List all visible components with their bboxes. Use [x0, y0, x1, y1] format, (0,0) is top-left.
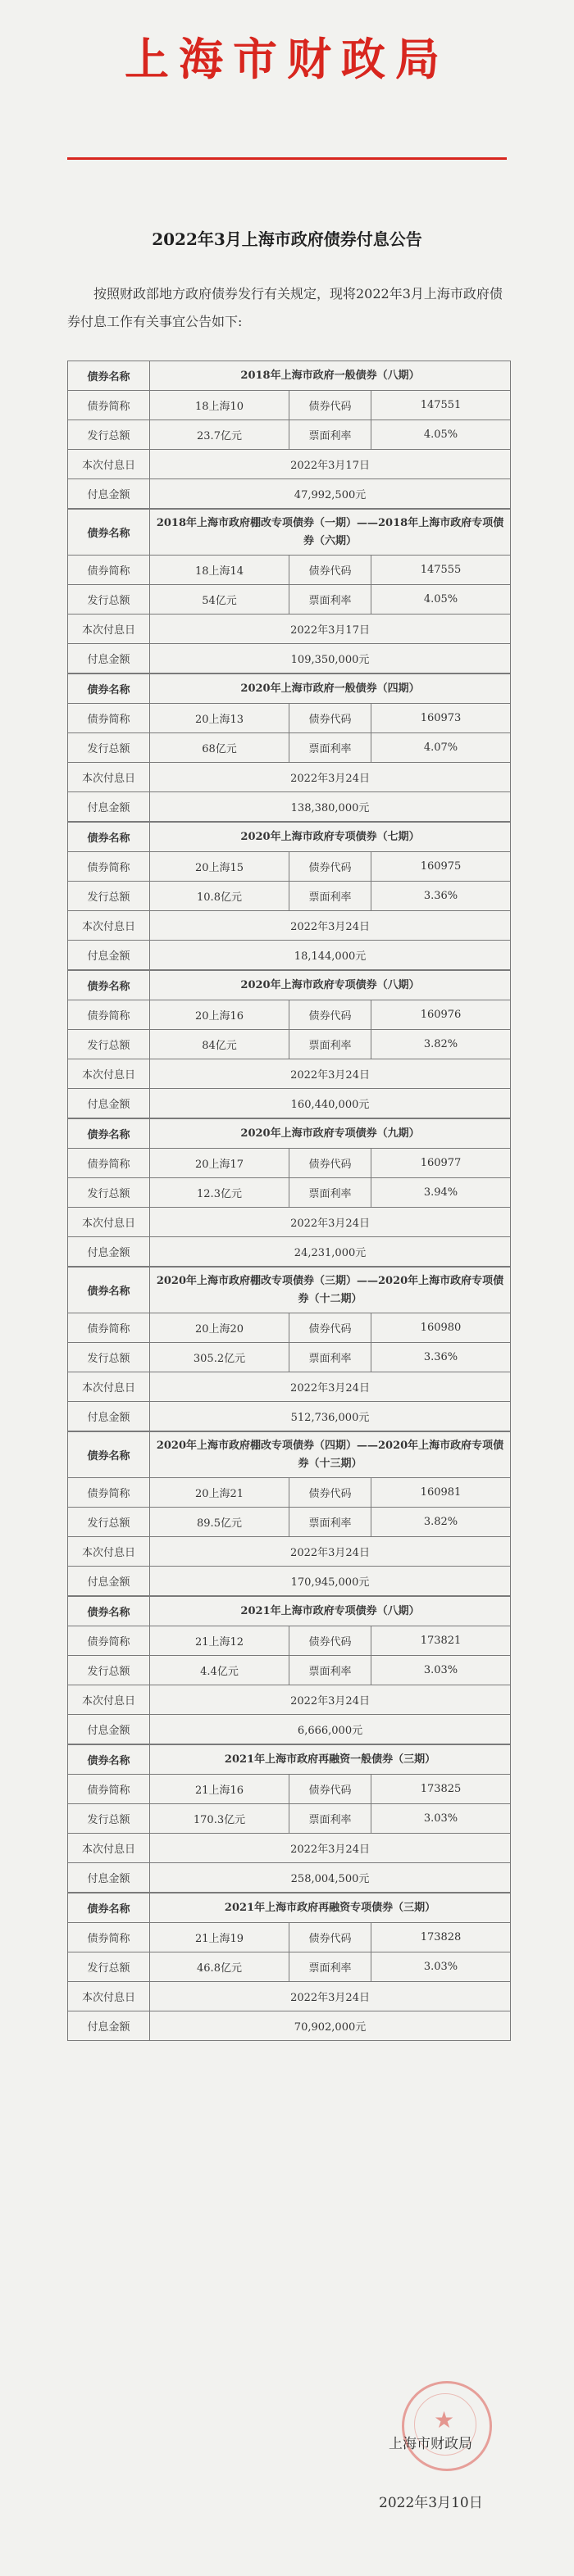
coupon-label: 票面利率: [289, 585, 371, 615]
pay-amount-label: 付息金额: [68, 1863, 150, 1893]
table-row: [68, 1923, 511, 1952]
table-row: [68, 1478, 511, 1508]
star-icon: ★: [434, 2406, 455, 2433]
table-row: [68, 733, 511, 763]
table-row: [68, 1089, 511, 1118]
issue-amount-label: 发行总额: [68, 1030, 150, 1059]
issue-amount-value: 46.8亿元: [150, 1952, 289, 1982]
table-row: [68, 1149, 511, 1178]
bond-name-label: 债券名称: [68, 1119, 150, 1149]
issue-amount-value: 305.2亿元: [150, 1343, 289, 1372]
short-name-value: 20上海21: [150, 1478, 289, 1508]
table-row: [68, 911, 511, 941]
pay-date-label: 本次付息日: [68, 1059, 150, 1089]
pay-date-label: 本次付息日: [68, 1685, 150, 1715]
issuer-signature: 上海市财政局: [389, 2436, 472, 2452]
pay-amount-label: 付息金额: [68, 644, 150, 673]
issue-amount-label: 发行总额: [68, 1508, 150, 1537]
pay-date-value: 2022年3月24日: [150, 1537, 511, 1567]
table-row: [68, 510, 511, 556]
pay-amount-value: 24,231,000元: [150, 1237, 511, 1267]
table-row: [68, 1432, 511, 1478]
table-row: [68, 1893, 511, 1923]
bond-name-label: 债券名称: [68, 823, 150, 852]
pay-date-value: 2022年3月17日: [150, 615, 511, 644]
bond-tables: [67, 361, 510, 2041]
bond-name-value: 2018年上海市政府一般债券（八期）: [150, 361, 511, 391]
table-row: [68, 556, 511, 585]
bond-name-value: 2020年上海市政府棚改专项债券（四期）——2020年上海市政府专项债券（十三期）: [150, 1432, 511, 1478]
issue-amount-label: 发行总额: [68, 1952, 150, 1982]
bond-table: [67, 1267, 511, 1431]
bond-name-value: 2020年上海市政府专项债券（七期）: [150, 823, 511, 852]
issue-amount-value: 84亿元: [150, 1030, 289, 1059]
bond-name-label: 债券名称: [68, 971, 150, 1000]
issue-amount-value: 23.7亿元: [150, 420, 289, 450]
bond-name-value: 2020年上海市政府一般债券（四期）: [150, 674, 511, 704]
code-value: 147551: [371, 391, 511, 420]
pay-date-label: 本次付息日: [68, 615, 150, 644]
bond-name-value: 2020年上海市政府专项债券（九期）: [150, 1119, 511, 1149]
code-value: 160981: [371, 1478, 511, 1508]
coupon-label: 票面利率: [289, 1952, 371, 1982]
code-label: 债券代码: [289, 1149, 371, 1178]
bond-name-value: 2018年上海市政府棚改专项债券（一期）——2018年上海市政府专项债券（六期）: [150, 510, 511, 556]
code-value: 173828: [371, 1923, 511, 1952]
pay-amount-label: 付息金额: [68, 1089, 150, 1118]
pay-date-label: 本次付息日: [68, 1834, 150, 1863]
short-name-value: 20上海20: [150, 1313, 289, 1343]
table-row: [68, 1685, 511, 1715]
issue-amount-value: 170.3亿元: [150, 1804, 289, 1834]
table-row: [68, 1952, 511, 1982]
table-row: [68, 1537, 511, 1567]
issue-amount-label: 发行总额: [68, 1656, 150, 1685]
intro-paragraph: 按照财政部地方政府债券发行有关规定，现将2022年3月上海市政府债券付息工作有关事宜公告如下:: [67, 286, 503, 329]
table-row: [68, 882, 511, 911]
pay-date-label: 本次付息日: [68, 763, 150, 792]
table-row: [68, 1313, 511, 1343]
short-name-label: 债券简称: [68, 1149, 150, 1178]
table-row: [68, 1343, 511, 1372]
table-row: [68, 1372, 511, 1402]
coupon-value: 3.82%: [371, 1508, 511, 1537]
code-label: 债券代码: [289, 1775, 371, 1804]
short-name-label: 债券简称: [68, 1775, 150, 1804]
issue-amount-value: 10.8亿元: [150, 882, 289, 911]
short-name-label: 债券简称: [68, 1000, 150, 1030]
bond-name-label: 债券名称: [68, 1745, 150, 1775]
coupon-label: 票面利率: [289, 1656, 371, 1685]
pay-date-value: 2022年3月24日: [150, 1059, 511, 1089]
table-row: [68, 1000, 511, 1030]
table-row: [68, 1119, 511, 1149]
pay-date-value: 2022年3月24日: [150, 763, 511, 792]
pay-amount-value: 109,350,000元: [150, 644, 511, 673]
issue-amount-value: 68亿元: [150, 733, 289, 763]
code-value: 147555: [371, 556, 511, 585]
bond-name-value: 2021年上海市政府再融资一般债券（三期）: [150, 1745, 511, 1775]
pay-amount-label: 付息金额: [68, 1715, 150, 1744]
table-row: [68, 1030, 511, 1059]
pay-date-value: 2022年3月17日: [150, 450, 511, 479]
short-name-value: 21上海19: [150, 1923, 289, 1952]
code-value: 160976: [371, 1000, 511, 1030]
short-name-label: 债券简称: [68, 852, 150, 882]
code-value: 160975: [371, 852, 511, 882]
table-row: [68, 1656, 511, 1685]
pay-date-label: 本次付息日: [68, 1208, 150, 1237]
sign-date: 2022年3月10日: [379, 2495, 483, 2511]
issue-amount-label: 发行总额: [68, 585, 150, 615]
official-seal: [402, 2381, 492, 2471]
bond-name-label: 债券名称: [68, 1432, 150, 1478]
bond-name-value: 2021年上海市政府专项债券（八期）: [150, 1597, 511, 1626]
code-label: 债券代码: [289, 391, 371, 420]
coupon-label: 票面利率: [289, 882, 371, 911]
table-row: [68, 361, 511, 391]
pay-amount-label: 付息金额: [68, 1402, 150, 1431]
short-name-value: 20上海13: [150, 704, 289, 733]
pay-amount-value: 170,945,000元: [150, 1567, 511, 1596]
table-row: [68, 823, 511, 852]
code-value: 173821: [371, 1626, 511, 1656]
short-name-label: 债券简称: [68, 1313, 150, 1343]
pay-amount-value: 18,144,000元: [150, 941, 511, 970]
short-name-value: 18上海10: [150, 391, 289, 420]
short-name-value: 21上海16: [150, 1775, 289, 1804]
bond-table: [67, 1596, 511, 1744]
coupon-value: 3.03%: [371, 1952, 511, 1982]
bond-table: [67, 970, 511, 1118]
pay-amount-label: 付息金额: [68, 1567, 150, 1596]
issue-amount-value: 54亿元: [150, 585, 289, 615]
short-name-label: 债券简称: [68, 391, 150, 420]
coupon-label: 票面利率: [289, 733, 371, 763]
short-name-value: 20上海17: [150, 1149, 289, 1178]
table-row: [68, 644, 511, 673]
coupon-value: 3.36%: [371, 1343, 511, 1372]
pay-date-label: 本次付息日: [68, 1372, 150, 1402]
pay-date-label: 本次付息日: [68, 1982, 150, 2011]
table-row: [68, 1626, 511, 1656]
pay-amount-value: 512,736,000元: [150, 1402, 511, 1431]
code-label: 债券代码: [289, 1923, 371, 1952]
table-row: [68, 852, 511, 882]
code-label: 债券代码: [289, 1478, 371, 1508]
table-row: [68, 941, 511, 970]
pay-amount-label: 付息金额: [68, 479, 150, 509]
bond-name-label: 债券名称: [68, 1597, 150, 1626]
issue-amount-value: 12.3亿元: [150, 1178, 289, 1208]
table-row: [68, 1715, 511, 1744]
table-row: [68, 1863, 511, 1893]
issue-amount-label: 发行总额: [68, 1178, 150, 1208]
table-row: [68, 585, 511, 615]
code-label: 债券代码: [289, 1000, 371, 1030]
bond-name-label: 债券名称: [68, 1893, 150, 1923]
short-name-label: 债券简称: [68, 556, 150, 585]
pay-amount-value: 138,380,000元: [150, 792, 511, 822]
code-value: 160973: [371, 704, 511, 733]
table-row: [68, 1745, 511, 1775]
short-name-value: 20上海16: [150, 1000, 289, 1030]
pay-amount-value: 47,992,500元: [150, 479, 511, 509]
code-label: 债券代码: [289, 704, 371, 733]
pay-amount-label: 付息金额: [68, 792, 150, 822]
table-row: [68, 1508, 511, 1537]
bond-table: [67, 1431, 511, 1596]
pay-date-value: 2022年3月24日: [150, 1208, 511, 1237]
table-row: [68, 674, 511, 704]
short-name-label: 债券简称: [68, 1478, 150, 1508]
coupon-label: 票面利率: [289, 1508, 371, 1537]
pay-date-value: 2022年3月24日: [150, 1982, 511, 2011]
pay-amount-label: 付息金额: [68, 941, 150, 970]
table-row: [68, 1834, 511, 1863]
table-row: [68, 391, 511, 420]
pay-date-value: 2022年3月24日: [150, 1685, 511, 1715]
table-row: [68, 792, 511, 822]
bond-name-label: 债券名称: [68, 1268, 150, 1313]
coupon-value: 4.05%: [371, 585, 511, 615]
code-value: 173825: [371, 1775, 511, 1804]
bond-table: [67, 509, 511, 673]
coupon-label: 票面利率: [289, 420, 371, 450]
pay-amount-value: 160,440,000元: [150, 1089, 511, 1118]
coupon-value: 4.05%: [371, 420, 511, 450]
short-name-value: 20上海15: [150, 852, 289, 882]
issue-amount-label: 发行总额: [68, 1804, 150, 1834]
coupon-label: 票面利率: [289, 1178, 371, 1208]
code-label: 债券代码: [289, 852, 371, 882]
code-value: 160977: [371, 1149, 511, 1178]
table-row: [68, 2011, 511, 2041]
coupon-value: 3.03%: [371, 1656, 511, 1685]
coupon-value: 3.03%: [371, 1804, 511, 1834]
bond-name-value: 2020年上海市政府棚改专项债券（三期）——2020年上海市政府专项债券（十二期）: [150, 1268, 511, 1313]
code-label: 债券代码: [289, 1626, 371, 1656]
bond-table: [67, 822, 511, 970]
code-value: 160980: [371, 1313, 511, 1343]
bond-table: [67, 1893, 511, 2041]
issue-amount-value: 89.5亿元: [150, 1508, 289, 1537]
short-name-value: 21上海12: [150, 1626, 289, 1656]
bond-name-label: 债券名称: [68, 361, 150, 391]
bond-name-label: 债券名称: [68, 674, 150, 704]
short-name-label: 债券简称: [68, 1923, 150, 1952]
code-label: 债券代码: [289, 556, 371, 585]
table-row: [68, 420, 511, 450]
table-row: [68, 1208, 511, 1237]
table-row: [68, 763, 511, 792]
issue-amount-label: 发行总额: [68, 1343, 150, 1372]
table-row: [68, 1178, 511, 1208]
bond-table: [67, 673, 511, 822]
pay-date-value: 2022年3月24日: [150, 1372, 511, 1402]
red-divider: [67, 157, 507, 160]
pay-date-label: 本次付息日: [68, 450, 150, 479]
coupon-value: 3.82%: [371, 1030, 511, 1059]
table-row: [68, 1804, 511, 1834]
code-label: 债券代码: [289, 1313, 371, 1343]
table-row: [68, 1402, 511, 1431]
pay-amount-label: 付息金额: [68, 2011, 150, 2041]
table-row: [68, 1268, 511, 1313]
short-name-label: 债券简称: [68, 1626, 150, 1656]
table-row: [68, 450, 511, 479]
pay-date-value: 2022年3月24日: [150, 911, 511, 941]
bond-table: [67, 361, 511, 509]
table-row: [68, 1237, 511, 1267]
table-row: [68, 971, 511, 1000]
pay-amount-value: 70,902,000元: [150, 2011, 511, 2041]
bond-table: [67, 1744, 511, 1893]
pay-amount-value: 6,666,000元: [150, 1715, 511, 1744]
table-row: [68, 1567, 511, 1596]
issue-amount-label: 发行总额: [68, 420, 150, 450]
issue-amount-label: 发行总额: [68, 733, 150, 763]
coupon-value: 3.94%: [371, 1178, 511, 1208]
coupon-value: 3.36%: [371, 882, 511, 911]
page-title: 2022年3月上海市政府债券付息公告: [152, 229, 422, 249]
pay-date-label: 本次付息日: [68, 911, 150, 941]
bond-name-value: 2021年上海市政府再融资专项债券（三期）: [150, 1893, 511, 1923]
issue-amount-value: 4.4亿元: [150, 1656, 289, 1685]
bond-table: [67, 1118, 511, 1267]
masthead: 上海市财政局: [125, 33, 449, 85]
coupon-value: 4.07%: [371, 733, 511, 763]
table-row: [68, 1982, 511, 2011]
table-row: [68, 479, 511, 509]
bond-name-value: 2020年上海市政府专项债券（八期）: [150, 971, 511, 1000]
table-row: [68, 1775, 511, 1804]
table-row: [68, 615, 511, 644]
pay-amount-value: 258,004,500元: [150, 1863, 511, 1893]
issue-amount-label: 发行总额: [68, 882, 150, 911]
pay-date-value: 2022年3月24日: [150, 1834, 511, 1863]
pay-amount-label: 付息金额: [68, 1237, 150, 1267]
table-row: [68, 1059, 511, 1089]
pay-date-label: 本次付息日: [68, 1537, 150, 1567]
coupon-label: 票面利率: [289, 1030, 371, 1059]
coupon-label: 票面利率: [289, 1343, 371, 1372]
short-name-label: 债券简称: [68, 704, 150, 733]
coupon-label: 票面利率: [289, 1804, 371, 1834]
table-row: [68, 704, 511, 733]
table-row: [68, 1597, 511, 1626]
short-name-value: 18上海14: [150, 556, 289, 585]
bond-name-label: 债券名称: [68, 510, 150, 556]
